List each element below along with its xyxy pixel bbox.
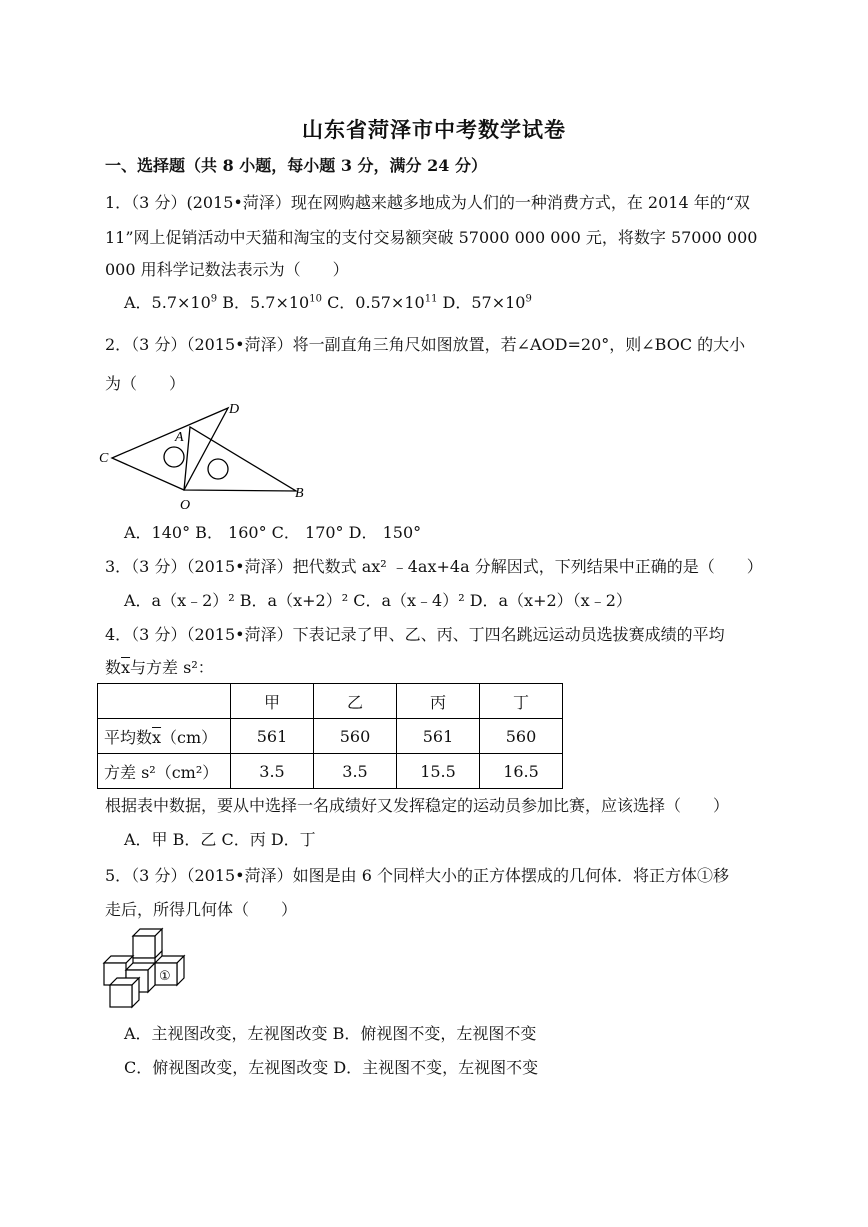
q2-option-d[interactable]: 150° xyxy=(382,523,422,542)
q1-line2: 11”网上促销活动中天猫和淘宝的支付交易额突破 57000 000 000 元，将数字 57000 000 xyxy=(105,228,758,247)
scores-table xyxy=(97,683,563,789)
q4-options[interactable]: A．甲 B．乙 C．丙 D．丁 xyxy=(124,830,316,849)
q4-line3: 根据表中数据，要从中选择一名成绩好又发挥稳定的运动员参加比赛，应该选择（ ） xyxy=(105,796,730,815)
mean-symbol: $\overline{x}$ xyxy=(121,658,131,677)
q5-line2: 走后，所得几何体（ ） xyxy=(105,900,298,919)
point-label-o: O xyxy=(180,498,191,513)
page-title: 山东省菏泽市中考数学试卷 xyxy=(302,117,566,142)
table-cell: 560 xyxy=(314,719,397,754)
header-ding: 丁 xyxy=(480,684,563,719)
point-label-b: B xyxy=(295,486,304,501)
cube-label: ① xyxy=(159,969,171,984)
set-square-lines xyxy=(112,408,296,491)
q5-options-row1[interactable]: A．主视图改变，左视图改变 B．俯视图不变，左视图不变 xyxy=(124,1024,537,1043)
q2-option-b[interactable]: 160° C． xyxy=(228,523,300,542)
q1-option-d[interactable]: D．$57\times 10^9$ xyxy=(442,293,532,312)
section-heading: 一、选择题（共 8 小题，每小题 3 分，满分 24 分） xyxy=(105,156,487,175)
q3-line1: 3．（3 分）（2015•菏泽）把代数式 ax² ﹣4ax+4a 分解因式，下列结果中正确的是（ ） xyxy=(105,557,763,576)
q1-option-a[interactable]: A．$5.7\times 10^9$ xyxy=(124,293,218,312)
point-label-c: C xyxy=(99,451,109,466)
header-jia: 甲 xyxy=(231,684,314,719)
table-cell: 561 xyxy=(397,719,480,754)
cube-front xyxy=(110,978,139,1007)
table-cell: 561 xyxy=(231,719,314,754)
header-yi: 乙 xyxy=(314,684,397,719)
q2-option-a[interactable]: A．140° B． xyxy=(124,523,223,542)
q3-options[interactable]: A．a（x﹣2）² B．a（x+2）² C．a（x﹣4）² D．a（x+2）（x﹣2） xyxy=(124,591,632,610)
q1-options xyxy=(124,292,532,314)
row-label-variance: 方差 s²（cm²） xyxy=(98,754,231,789)
table-header-row xyxy=(98,684,563,719)
q1-option-c[interactable]: C．$0.57\times 10^{11}$ xyxy=(327,293,438,312)
set-square-figure xyxy=(98,396,313,514)
q2-options xyxy=(124,522,421,544)
table-cell: 16.5 xyxy=(480,754,563,789)
q1-line3: 000 用科学记数法表示为（ ） xyxy=(105,260,349,279)
q2-option-c[interactable]: 170° D． xyxy=(305,523,378,542)
table-cell: 3.5 xyxy=(231,754,314,789)
q1-option-b[interactable]: B．$5.7\times 10^{10}$ xyxy=(222,293,322,312)
q2-line2: 为（ ） xyxy=(105,374,186,393)
cube-top-back xyxy=(133,929,162,958)
point-label-d: D xyxy=(229,402,240,417)
table-cell: 15.5 xyxy=(397,754,480,789)
table-cell: 3.5 xyxy=(314,754,397,789)
q4-line1: 4．（3 分）（2015•菏泽）下表记录了甲、乙、丙、丁四名跳远运动员选拔赛成绩的平均 xyxy=(105,625,725,644)
header-bing: 丙 xyxy=(397,684,480,719)
hole-circle-right xyxy=(208,459,228,479)
q5-line1: 5．（3 分）（2015•菏泽）如图是由 6 个同样大小的正方体摆成的几何体．将正方体①移 xyxy=(105,866,729,885)
table-cell: 560 xyxy=(480,719,563,754)
q2-line1: 2．（3 分）（2015•菏泽）将一副直角三角尺如图放置，若∠AOD=20°，则∠BOC 的大小 xyxy=(105,335,746,354)
point-label-a: A xyxy=(175,430,184,445)
table-row xyxy=(98,719,563,754)
table-row xyxy=(98,754,563,789)
cubes-figure xyxy=(100,922,195,1017)
q5-options-row2[interactable]: C．俯视图改变，左视图改变 D．主视图不变，左视图不变 xyxy=(124,1058,539,1077)
q4-line2: 数$\overline{x}$与方差 s²： xyxy=(105,658,214,677)
hole-circle-left xyxy=(164,447,184,467)
table-corner-cell xyxy=(98,684,231,719)
q1-line1: 1．（3 分）(2015•菏泽）现在网购越来越多地成为人们的一种消费方式，在 2014 年的“双 xyxy=(105,193,750,212)
row-label-mean: 平均数$\overline{x}(cm)$ xyxy=(98,719,231,754)
